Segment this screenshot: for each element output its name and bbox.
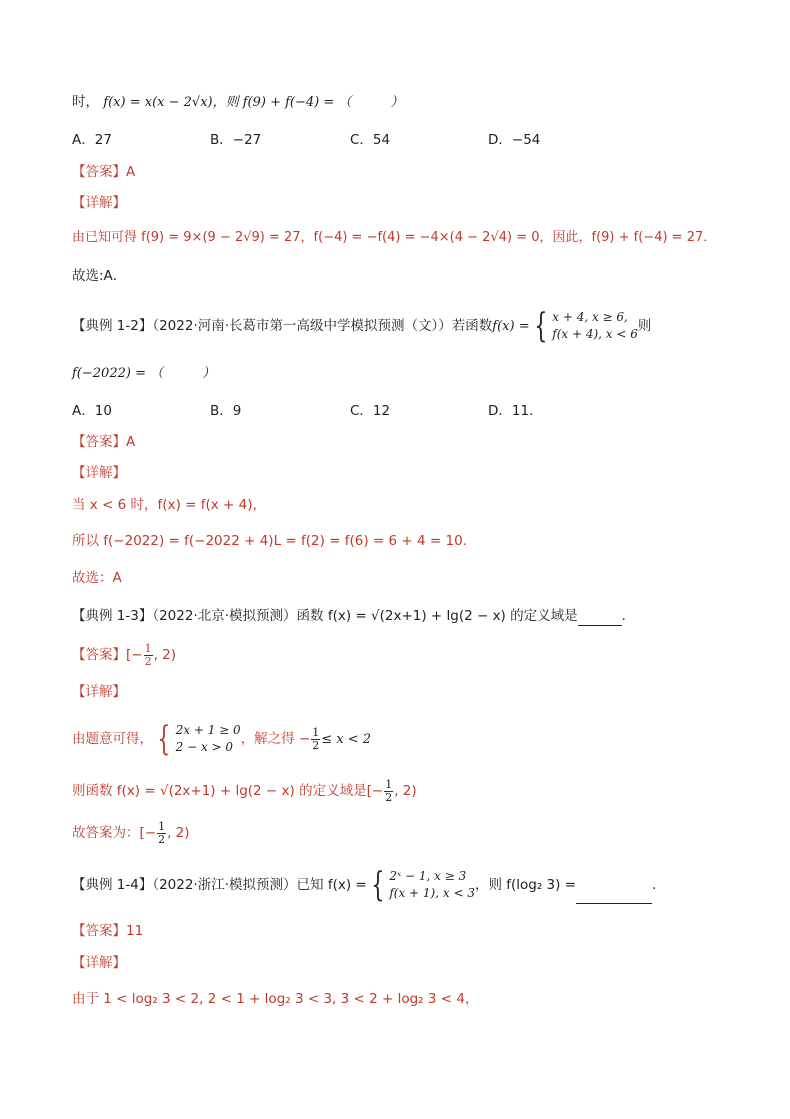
detail-text-3b <box>72 776 417 806</box>
then-text: 则 <box>637 318 652 334</box>
piecewise-cases <box>552 309 638 343</box>
denominator: 2 <box>312 738 320 752</box>
detail-text-3a <box>72 720 371 758</box>
option-c: C．12 <box>350 403 391 419</box>
question-2: f(−2022) = （ ） <box>72 366 216 381</box>
detail-intro: 由题意可得， <box>72 731 153 747</box>
option-b: B．−27 <box>210 132 262 148</box>
case-1: 2x + 1 ≥ 0 <box>175 723 241 737</box>
option-d: D．11． <box>488 403 543 419</box>
interval-open: [− <box>139 825 157 841</box>
options-row-2 <box>72 401 632 421</box>
inequality-tail: ≤ x < 2 <box>321 732 372 747</box>
fraction <box>311 727 320 752</box>
solve-text: ，解之得 − <box>240 731 311 747</box>
case-2: 2 − x > 0 <box>175 740 234 754</box>
detail-text-4: 由于 1 < log₂ 3 < 2, 2 < 1 + log₂ 3 < 3, 3 < 2 + log₂ 3 < 4， <box>72 991 479 1007</box>
piecewise-cases <box>389 868 475 902</box>
numerator: 1 <box>158 819 166 833</box>
domain-sentence: 则函数 f(x) = √(2x+1) + lg(2 − x) 的定义域是 <box>72 783 367 799</box>
system-cases <box>176 722 241 756</box>
answer-line-2 <box>72 432 135 452</box>
answer-label: 【答案】 <box>72 647 126 663</box>
answer-label: 【答案】 <box>72 164 126 180</box>
brace-symbol: { <box>371 865 385 905</box>
end-mark: . <box>652 877 657 893</box>
example-text: （2022·浙江·模拟预测）已知 f(x) = <box>152 877 367 893</box>
interval-close: , 2) <box>167 825 190 841</box>
brace-symbol: { <box>157 719 171 759</box>
denominator: 2 <box>158 832 166 846</box>
answer-blank <box>578 611 622 626</box>
case-2: f(x + 4), x < 6 <box>552 327 638 341</box>
denominator: 2 <box>385 790 393 804</box>
option-a: A．10 <box>72 403 112 419</box>
example-label: 【典例 1-3】 <box>72 608 153 624</box>
example-1-4 <box>72 866 656 906</box>
stem-formula: f(x) = x(x − 2√x)，则 f(9) + f(−4) = （ ） <box>103 95 404 110</box>
example-label: 【典例 1-4】 <box>72 877 153 893</box>
answer-value: 11 <box>126 923 144 939</box>
option-d: D．−54 <box>488 132 541 148</box>
detail-heading-1: 【详解】 <box>72 195 126 211</box>
interval-open: [− <box>366 783 384 799</box>
question-stem-line <box>72 92 403 113</box>
detail-heading-4: 【详解】 <box>72 955 126 971</box>
numerator: 1 <box>385 777 393 791</box>
answer-value: A <box>126 434 136 450</box>
detail-heading-3: 【详解】 <box>72 684 126 700</box>
select-line-1: 故选:A． <box>72 268 127 284</box>
option-c: C．54 <box>350 132 391 148</box>
summary-label: 故答案为： <box>72 825 140 841</box>
example-label: 【典例 1-2】 <box>72 318 153 334</box>
example-source: （2022·河南·长葛市第一高级中学模拟预测（文））若函数 <box>152 318 493 334</box>
example-1-3 <box>72 606 635 626</box>
select-line-2: 故选：A <box>72 570 122 586</box>
case-1: x + 4, x ≥ 6, <box>552 310 628 324</box>
options-row-1 <box>72 130 632 150</box>
detail-text-2a: 当 x < 6 时，f(x) = f(x + 4)， <box>72 497 266 513</box>
answer-line-4 <box>72 921 143 941</box>
detail-heading-2: 【详解】 <box>72 465 126 481</box>
example-1-2 <box>72 308 651 348</box>
fraction <box>384 779 393 804</box>
answer-open: [− <box>126 647 143 663</box>
detail-text-2b: 所以 f(−2022) = f(−2022 + 4)L = f(2) = f(6) = 6 + 4 = 10． <box>72 533 477 549</box>
denominator: 2 <box>144 654 152 668</box>
answer-label: 【答案】 <box>72 923 126 939</box>
numerator: 1 <box>144 641 152 655</box>
brace-symbol: { <box>533 306 547 346</box>
numerator: 1 <box>312 725 320 739</box>
detail-text-1: 由已知可得 f(9) = 9×(9 − 2√9) = 27，f(−4) = −f(4) = −4×(4 − 2√4) = 0，因此，f(9) + f(−4) = 27． <box>72 230 717 245</box>
case-1: 2ˣ − 1, x ≥ 3 <box>389 869 467 883</box>
example-text: （2022·北京·模拟预测）函数 f(x) = √(2x+1) + lg(2 − x) 的定义域是 <box>152 608 578 624</box>
case-2: f(x + 1), x < 3 <box>389 886 475 900</box>
function-name: f(x) = <box>492 319 530 334</box>
answer-value: A <box>126 164 136 180</box>
interval-close: , 2) <box>394 783 417 799</box>
option-b: B．9 <box>210 403 242 419</box>
answer-summary-3 <box>72 818 190 848</box>
fraction <box>144 643 153 668</box>
end-mark: ． <box>621 608 636 624</box>
stem-text: 时， <box>72 94 99 110</box>
answer-line-1 <box>72 162 135 182</box>
question-text: ，则 f(log₂ 3) = <box>474 877 577 893</box>
fraction <box>157 821 166 846</box>
answer-blank <box>576 889 652 904</box>
answer-close: , 2) <box>153 647 177 663</box>
answer-label: 【答案】 <box>72 434 126 450</box>
option-a: A．27 <box>72 132 112 148</box>
answer-line-3 <box>72 640 176 670</box>
